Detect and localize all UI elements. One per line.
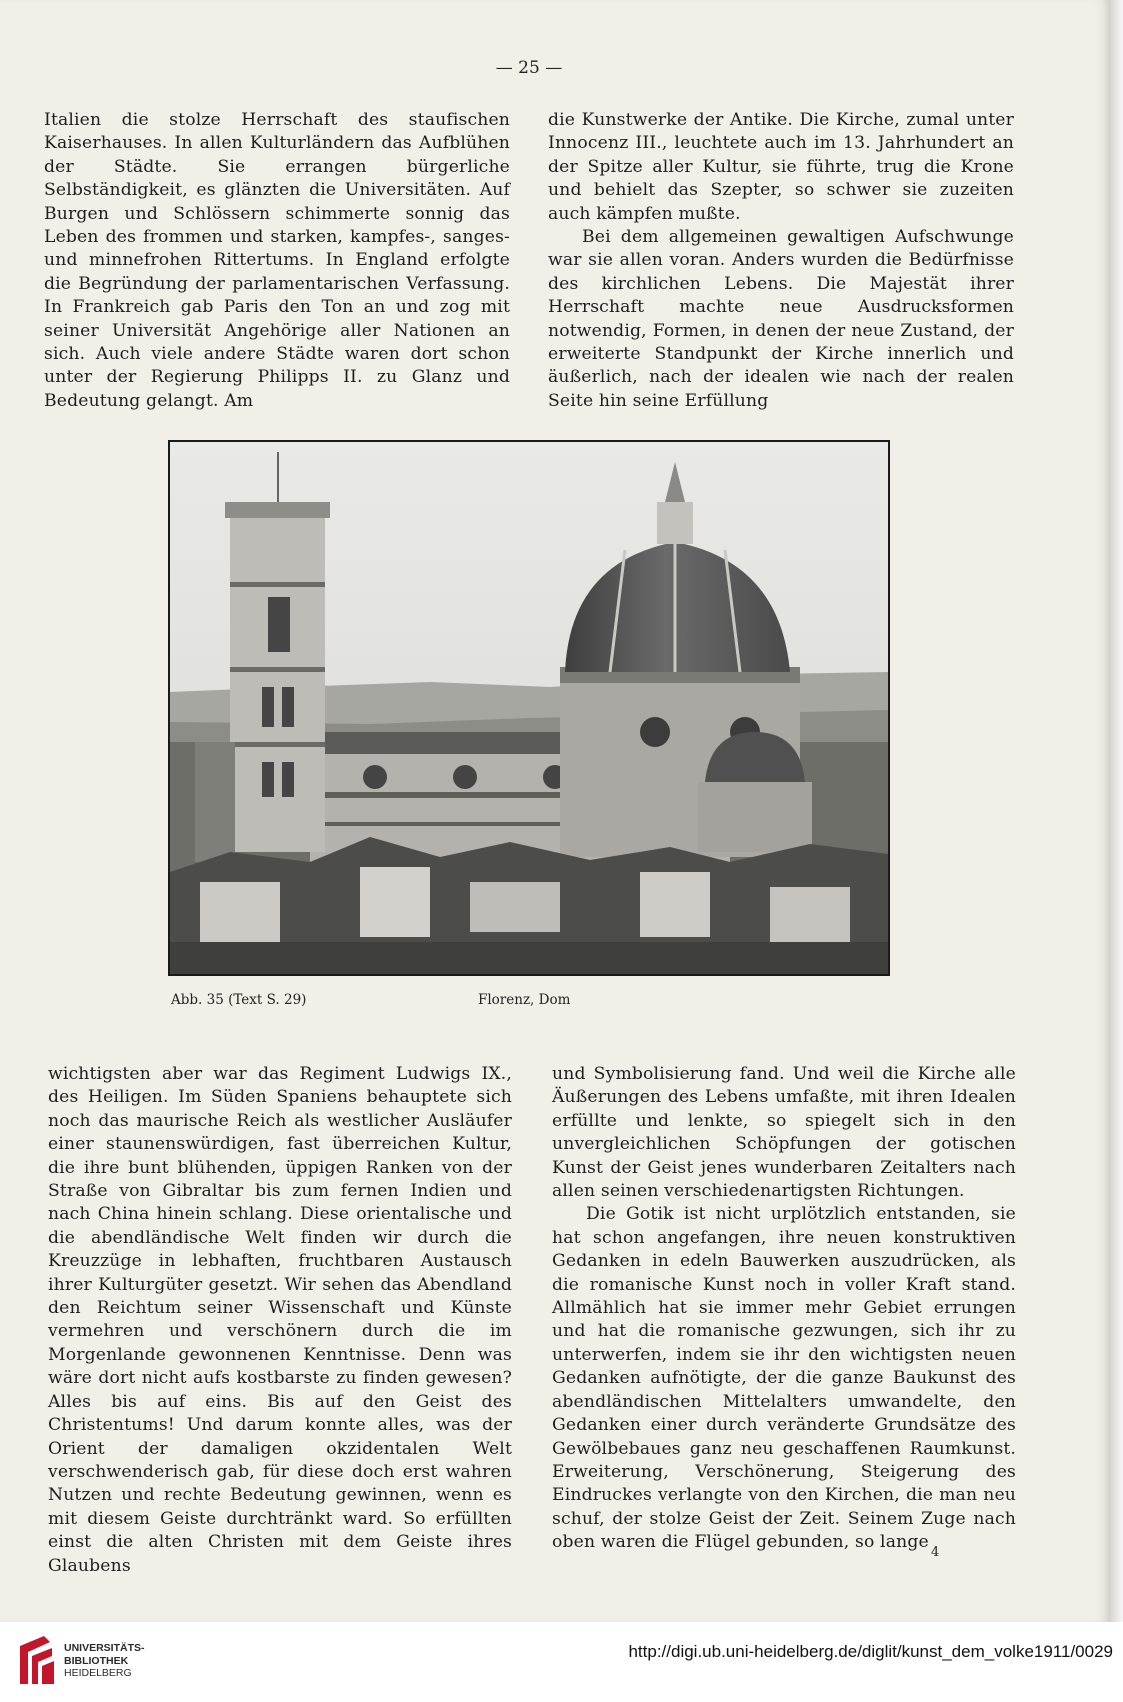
text-column-top-left	[44, 109, 510, 413]
page-number: — 25 —	[495, 58, 563, 78]
paragraph: wichtigsten aber war das Regiment Ludwigs IX., des Heiligen. Im Süden Spaniens behauptete sich noch das maurische Reich als westlicher Ausläufer einer staunenswürdigen, fast überreichen Kultur, die ihre bunt blühenden, üppigen Ranken von der Straße von Gibraltar bis zum fernen Indien und nach China hinein schlang. Diese orientalische und die abendländische Welt finden wir durch die Kreuzzüge in lebhaften, fruchtbaren Austausch ihrer Kulturgüter gesetzt. Wir sehen das Abendland den Reichtum seiner Wissenschaft und Künste vermehren und verschönern durch die im Morgenlande gewonnenen Kenntnisse. Denn was wäre dort nicht aufs kostbarste zu finden gewesen? Alles bis auf eins. Bis auf den Geist des Christentums! Und darum konnte alles, was der Orient der damaligen okzidentalen Welt verschwenderisch gab, für diese doch erst wahren Nutzen und rechte Bedeutung gewinnen, wenn es mit diesem Geiste durchtränkt ward. So erfüllten einst die alten Christen mit dem Geiste ihres Glaubens	[48, 1064, 512, 1576]
text-column-top-right	[548, 109, 1014, 413]
digitization-footer	[0, 1622, 1123, 1702]
text-column-bottom-right	[552, 1063, 1016, 1555]
paragraph: Italien die stolze Herrschaft des staufischen Kaiserhauses. In allen Kulturländern das Aufblühen der Städte. Sie errangen bürgerliche Selbständigkeit, es glänzten die Universitäten. Auf Burgen und Schlössern schimmerte sonnig das Leben des frommen und starken, kampfes-, sanges- und minnefrohen Rittertums. In England erfolgte die Begründung der parlamentarischen Verfassung. In Frankreich gab Paris den Ton an und zog mit seiner Universität Angehörige aller Nationen an sich. Auch viele andere Städte waren dort schon unter der Regierung Philipps II. zu Glanz und Bedeutung gelangt. Am	[44, 110, 510, 411]
source-url-link[interactable]: http://digi.ub.uni-heidelberg.de/diglit/kunst_dem_volke1911/0029	[628, 1642, 1113, 1661]
text-column-bottom-left	[48, 1063, 512, 1578]
paragraph: Die Gotik ist nicht urplötzlich entstanden, sie hat schon angefangen, ihre neuen konstruktiven Gedanken in edeln Bauwerken auszudrücken, als die romanische Kunst noch in voller Kraft stand. Allmählich hat sie immer mehr Gebiet errungen und hat die romanische gezwungen, sich ihr zu unterwerfen, indem sie ihr den wichtigsten neuen Gedanken aufnötigte, der die ganze Baukunst des abendländischen Mittelalters umwandelte, den Gedanken einer durch veränderte Grundsätze des Gewölbebaues ganz neu geschaffenen Raumkunst. Erweiterung, Verschönerung, Steigerung des Eindruckes verlangte von den Kirchen, die man neu schuf, der stolze Geist der Zeit. Seinem Zuge nach oben waren die Flügel gebunden, so lange	[552, 1204, 1016, 1553]
figure-caption-number: Abb. 35 (Text S. 29)	[171, 992, 307, 1008]
library-name: UNIVERSITÄTS- BIBLIOTHEK HEIDELBERG	[64, 1642, 145, 1679]
printer-signature: 4	[931, 1545, 940, 1560]
paragraph: Bei dem allgemeinen gewaltigen Aufschwunge war sie allen voran. Anders wurden die Bedürfnisse des kirchlichen Lebens. Die Majestät ihrer Herrschaft machte neue Ausdrucksformen notwendig, Formen, in denen der neue Zustand, der erweiterte Standpunkt der Kirche innerlich und äußerlich, nach der idealen wie nach der realen Seite hin seine Erfüllung	[548, 227, 1014, 411]
library-logo-icon	[12, 1632, 58, 1690]
figure-caption-title: Florenz, Dom	[478, 992, 571, 1008]
florence-cathedral-photo	[168, 440, 890, 976]
page-edge-shadow	[1110, 0, 1123, 1622]
paragraph: und Symbolisierung fand. Und weil die Kirche alle Äußerungen des Lebens umfaßte, mit ihren Idealen erfüllte und lenkte, so spiegelt sich in den unvergleichlichen Schöpfungen der gotischen Kunst der Geist jenes wunderbaren Zeitalters nach allen seinen verschiedenartigsten Richtungen.	[552, 1064, 1016, 1202]
paragraph: die Kunstwerke der Antike. Die Kirche, zumal unter Innocenz III., leuchtete auch im 13. Jahrhundert an der Spitze aller Kultur, sie führte, trug die Krone und behielt das Szepter, so schwer sie zuzeiten auch kämpfen mußte.	[548, 110, 1014, 224]
